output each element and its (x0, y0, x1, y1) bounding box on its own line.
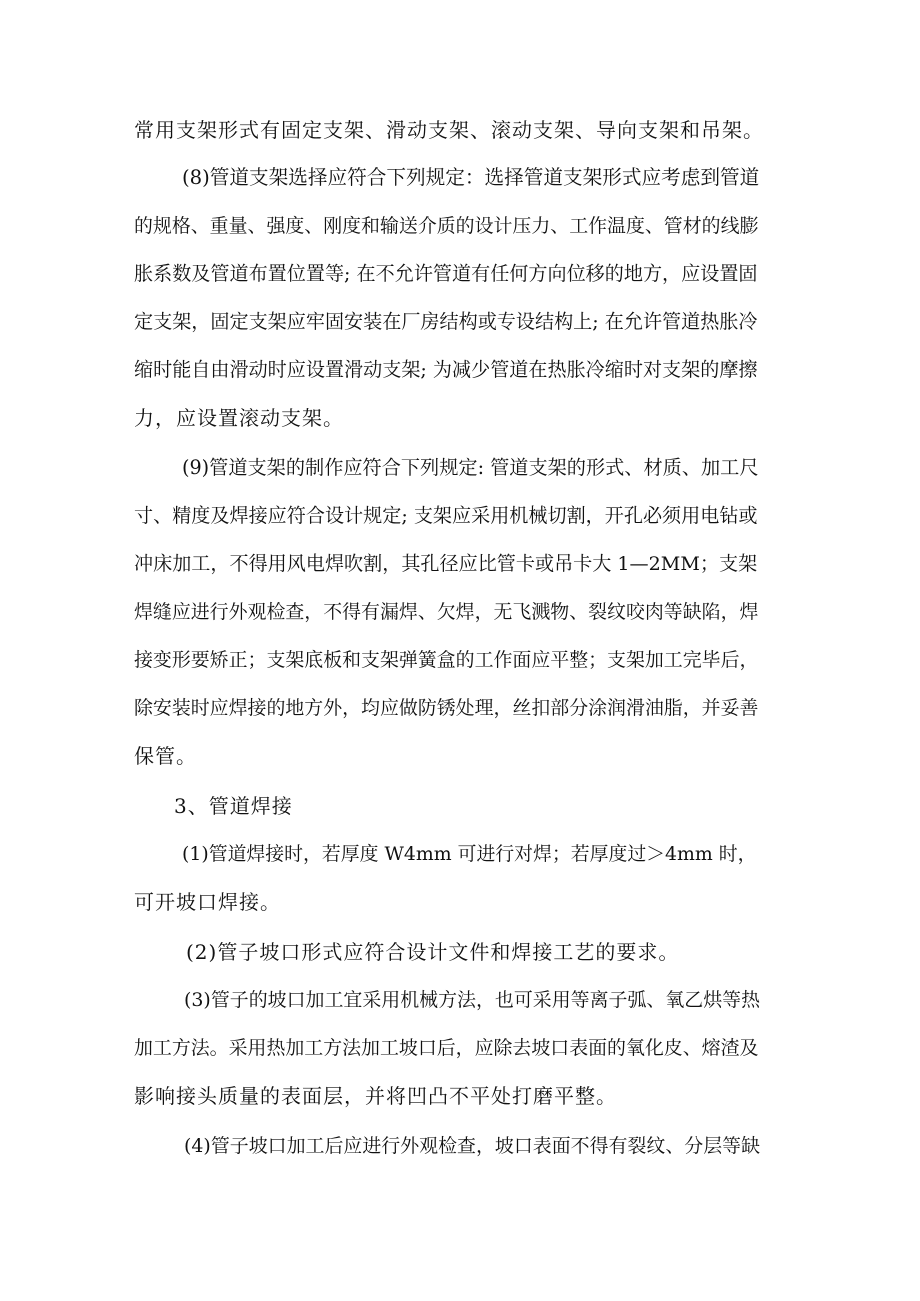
text-line: 定支架，固定支架应牢固安装在厂房结构或专设结构上; 在允许管道热胀冷 (134, 310, 758, 333)
text-line: 缩时能自由滑动时应设置滑动支架; 为减少管道在热胀冷缩时对支架的摩擦 (134, 358, 758, 381)
text-line: 焊缝应进行外观检查，不得有漏焊、欠焊，无飞溅物、裂纹咬肉等缺陷，焊 (134, 601, 759, 623)
text-line: 接变形要矫正；支架底板和支架弹簧盒的工作面应平整；支架加工完毕后， (134, 649, 759, 671)
text-line: 常用支架形式有固定支架、滑动支架、滚动支架、导向支架和吊架。 (134, 118, 764, 142)
text-line: (8)管道支架选择应符合下列规定：选择管道支架形式应考虑到管道 (182, 166, 760, 189)
text-line: (4)管子坡口加工后应进行外观检查，坡口表面不得有裂纹、分层等缺 (184, 1135, 761, 1157)
text-line: 力，应设置滚动支架。 (134, 406, 344, 430)
text-line: 寸、精度及焊接应符合设计规定; 支架应采用机械切割，开孔必须用电钻或 (134, 504, 758, 527)
text-line: 加工方法。采用热加工方法加工坡口后，应除去坡口表面的氧化皮、熔渣及 (134, 1037, 759, 1059)
text-line: 的规格、重量、强度、刚度和输送介质的设计压力、工作温度、管材的线膨 (134, 215, 759, 237)
text-line: (1)管道焊接时，若厚度 W4mm 可进行对焊；若厚度过＞4mm 时， (182, 843, 757, 865)
text-line: (3)管子的坡口加工宜采用机械方法，也可采用等离子弧、氧乙烘等热 (184, 989, 761, 1011)
text-line: (2)管子坡口形式应符合设计文件和焊接工艺的要求。 (186, 940, 680, 964)
section-heading: 3、管道焊接 (174, 794, 293, 818)
text-line: 冲床加工，不得用风电焊吹割，其孔径应比管卡或吊卡大 1—2MM；支架 (134, 552, 758, 575)
text-line: 保管。 (134, 744, 197, 768)
text-line: 影响接头质量的表面层，并将凹凸不平处打磨平整。 (134, 1084, 617, 1108)
text-line: 胀系数及管道布置位置等; 在不允许管道有任何方向位移的地方，应设置固 (134, 262, 758, 285)
text-line: 可开坡口焊接。 (134, 890, 281, 914)
text-line: 除安装时应焊接的地方外，均应做防锈处理，丝扣部分涂润滑油脂，并妥善 (134, 697, 759, 719)
text-line: (9)管道支架的制作应符合下列规定: 管道支架的形式、材质、加工尺 (182, 456, 759, 479)
